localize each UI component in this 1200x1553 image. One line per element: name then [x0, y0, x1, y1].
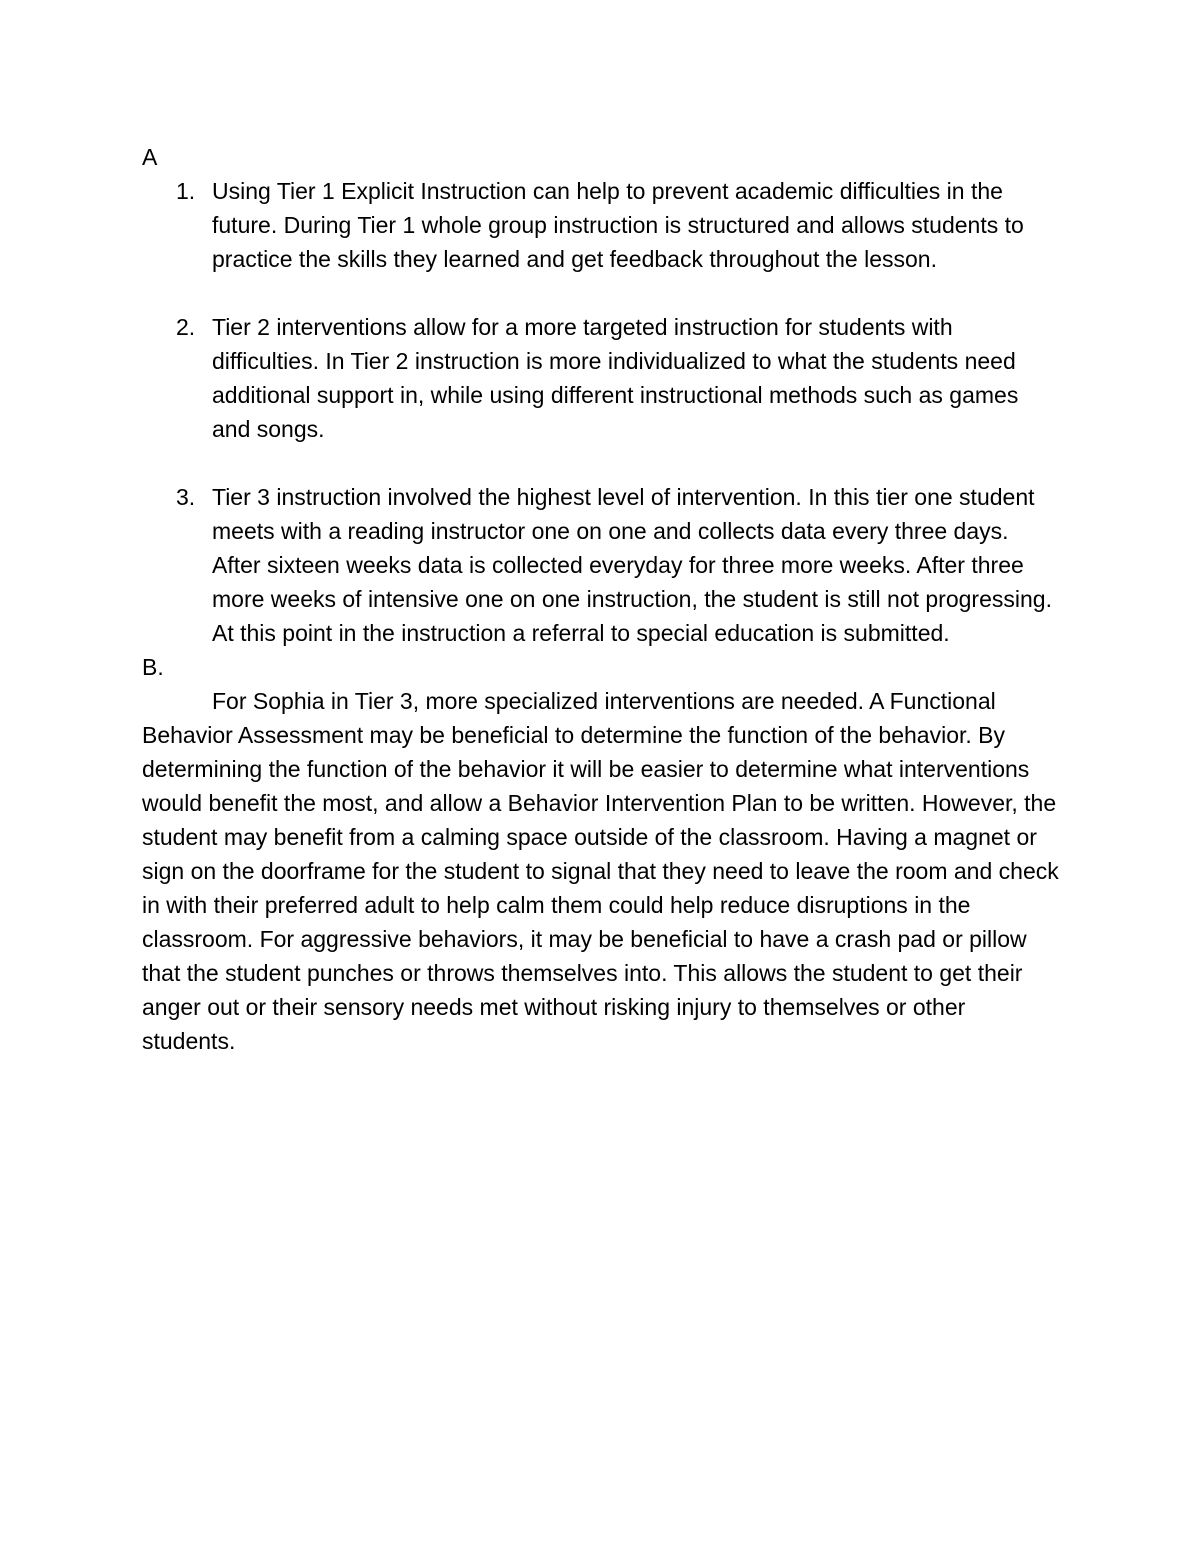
section-b-label: B. — [142, 654, 164, 680]
list-item-number: 2. — [176, 314, 196, 340]
list-item-text: Tier 3 instruction involved the highest level of intervention. In this tier one student meets with a reading instructor one on one and collects data every three days. After sixteen weeks data is collected everyday for three more weeks. After three more weeks of intensive one on one instruction, the student is still not progressing. At this point in the instruction a referral to special education is submitted. — [212, 484, 1052, 646]
list-item-text: Tier 2 interventions allow for a more targeted instruction for students with difficulties. In Tier 2 instruction is more individualized to what the students need additional support in, while using different instructional methods such as games and songs. — [212, 314, 1019, 442]
document-body — [142, 140, 1062, 1058]
list-item-text: Using Tier 1 Explicit Instruction can help to prevent academic difficulties in the future. During Tier 1 whole group instruction is structured and allows students to practice the skills they learned and get feedback throughout the lesson. — [212, 178, 1024, 272]
list-item — [142, 174, 1062, 276]
list-item-number: 3. — [176, 484, 196, 510]
list-item — [142, 310, 1062, 446]
section-a-label: A — [142, 144, 158, 170]
section-b-paragraph: For Sophia in Tier 3, more specialized interventions are needed. A Functional Behavior Assessment may be beneficial to determine the function of the behavior. By determining the function of the behavior it will be easier to determine what interventions would benefit the most, and allow a Behavior Intervention Plan to be written. However, the student may benefit from a calming space outside of the classroom. Having a magnet or sign on the doorframe for the student to signal that they need to leave the room and check in with their preferred adult to help calm them could help reduce disruptions in the classroom. For aggressive behaviors, it may be beneficial to have a crash pad or pillow that the student punches or throws themselves into. This allows the student to get their anger out or their sensory needs met without risking injury to themselves or other students. — [142, 688, 1059, 1054]
list-item — [142, 480, 1062, 650]
list-item-number: 1. — [176, 178, 196, 204]
section-a-list — [142, 174, 1062, 650]
